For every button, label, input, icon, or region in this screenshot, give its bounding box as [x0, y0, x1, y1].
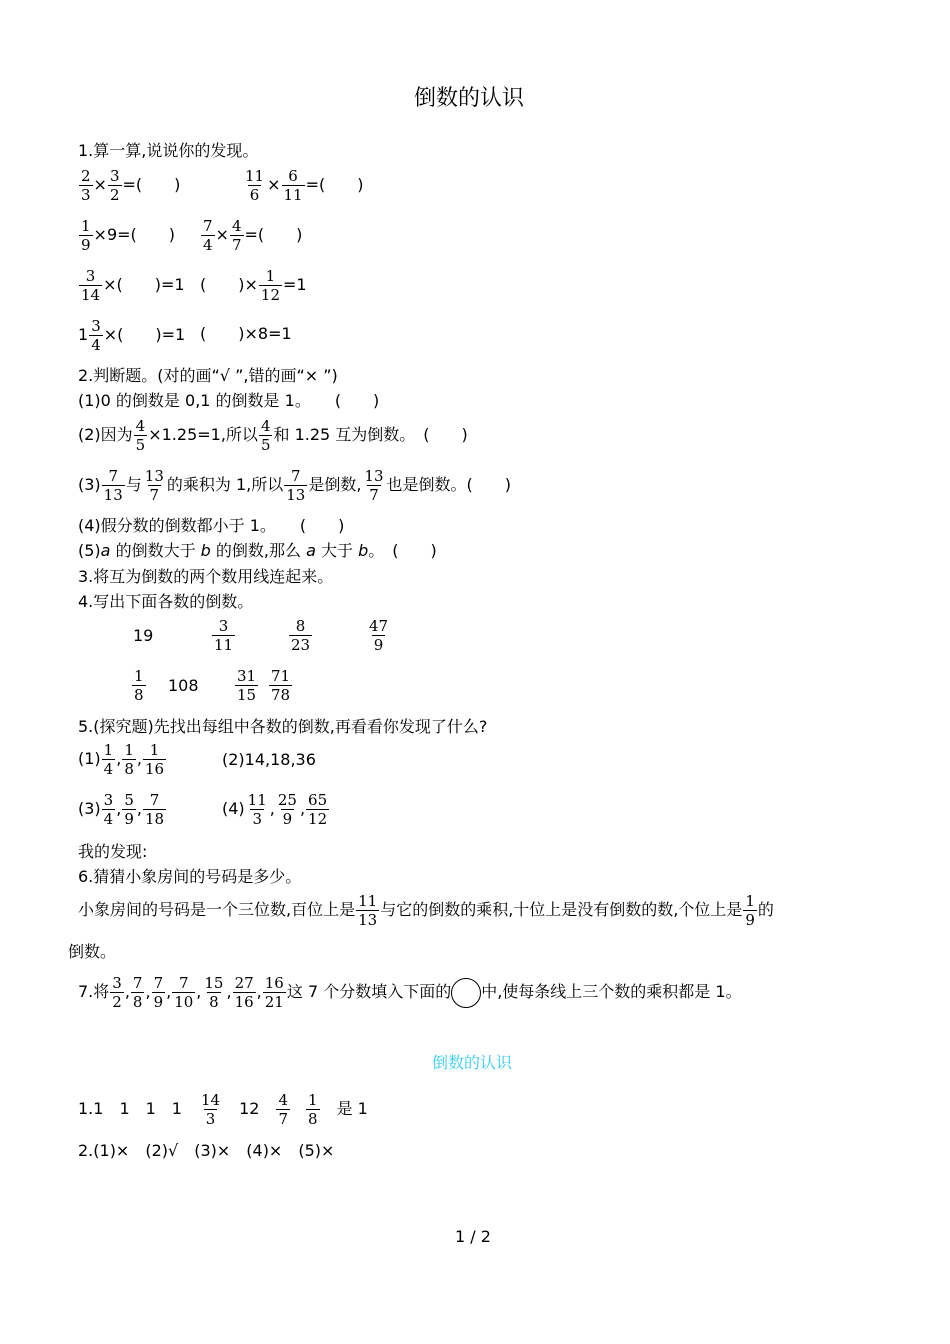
fraction: $\frac{3}{2}$ — [112, 974, 122, 1011]
fraction: $\frac{1}{9}$ — [81, 217, 91, 254]
fraction: $\frac{3}{4}$ — [91, 317, 101, 354]
q1-row2a: $\frac{1}{9}$ ×9=( ) — [81, 217, 176, 254]
q4-num: 19 — [133, 626, 154, 645]
fraction: $\frac{27}{16}$ — [234, 974, 254, 1011]
fraction: $\frac{7}{8}$ — [132, 974, 143, 1011]
fraction: $\frac{3}{14}$ — [81, 267, 101, 304]
fraction: $\frac{13}{7}$ — [144, 467, 164, 504]
q3-heading: 3.将互为倒数的两个数用线连起来。 — [78, 567, 334, 586]
q2-item4: (4)假分数的倒数都小于 1。 ( ) — [78, 516, 345, 535]
fraction: $\frac{7}{13}$ — [286, 467, 306, 504]
q1-heading: 1.算一算,说说你的发现。 — [78, 141, 259, 160]
blank: =( ) — [122, 175, 181, 194]
q2-heading: 2.判断题。(对的画“√ ”,错的画“× ”) — [78, 366, 338, 385]
q1-row3a: $\frac{3}{14}$ ×( )=1 — [81, 267, 185, 304]
circle-shape — [451, 978, 481, 1008]
q2-item3: (3) $\frac{7}{13}$ 与 $\frac{13}{7}$ 的乘积为 1,所以 $\frac{7}{13}$ 是倒数, $\frac{13}{7}$ 也是倒数。( ) — [78, 467, 512, 504]
fraction: $\frac{13}{7}$ — [364, 467, 384, 504]
fraction: $\frac{7}{4}$ — [203, 217, 213, 254]
q1-row4a: 1 $\frac{3}{4}$ ×( )=1 — [78, 317, 186, 354]
page-title: 倒数的认识 — [414, 86, 525, 111]
fraction: $\frac{7}{9}$ — [153, 974, 164, 1011]
q1-row2b: $\frac{7}{4}$ × $\frac{4}{7}$ =( ) — [203, 217, 303, 254]
fraction: $\frac{4}{7}$ — [231, 217, 242, 254]
page-number: 1 / 2 — [455, 1227, 491, 1246]
fraction: $\frac{3}{2}$ — [109, 167, 120, 204]
fraction: $\frac{7}{10}$ — [174, 974, 194, 1011]
q6-heading: 6.猜猜小象房间的号码是多少。 — [78, 867, 302, 886]
answer-line1: 1.1 1 1 1 $\frac{14}{3}$ 12 $\frac{4}{7}$ $\frac{1}{8}$ 是 1 — [78, 1091, 368, 1128]
q6-paragraph: 小象房间的号码是一个三位数,百位上是 $\frac{11}{13}$ 与它的倒数的乘积,十位上是没有倒数的数,个位上是 $\frac{1}{9}$ 的 — [78, 892, 774, 929]
q1-row3b: ( )× $\frac{1}{12}$ =1 — [200, 267, 307, 304]
q1-row1b: $\frac{11}{6}$ × $\frac{6}{11}$ =( ) — [245, 167, 364, 204]
q5-finding: 我的发现: — [78, 842, 148, 861]
q4-num: 108 — [168, 676, 199, 695]
fraction: $\frac{4}{5}$ — [260, 417, 271, 454]
q4-frac: $\frac{31}{15}$ — [237, 667, 257, 704]
answer-line2: 2.(1)× (2)√ (3)× (4)× (5)× — [78, 1141, 335, 1160]
q6-paragraph-end: 倒数。 — [68, 942, 117, 961]
fraction: $\frac{16}{21}$ — [264, 974, 284, 1011]
q2-item5: (5)a 的倒数大于 b 的倒数,那么 a 大于 b。 ( ) — [78, 541, 437, 560]
fraction: $\frac{11}{6}$ — [245, 167, 265, 204]
q4-frac: $\frac{3}{11}$ — [214, 617, 234, 654]
answer-title: 倒数的认识 — [432, 1053, 513, 1072]
fraction: $\frac{2}{3}$ — [81, 167, 91, 204]
fraction: $\frac{15}{8}$ — [204, 974, 224, 1011]
q4-frac: $\frac{47}{9}$ — [369, 617, 389, 654]
blank: =( ) — [305, 175, 364, 194]
q4-heading: 4.写出下面各数的倒数。 — [78, 592, 254, 611]
fraction: $\frac{4}{5}$ — [135, 417, 146, 454]
q7-line: 7.将 $\frac{3}{2}$ , $\frac{7}{8}$ , $\frac{7}{9}$ , $\frac{7}{10}$ , $\frac{15}{8}$ , $\frac{27}{16}$ , $\frac{16}{21}$ 这 7 个分数填入下面的 中,使每条线上三个数的乘积都是 1。 — [78, 974, 742, 1011]
q1-row1a: $\frac{2}{3}$ × $\frac{3}{2}$ =( ) — [81, 167, 181, 204]
q5-group1: (1) $\frac{1}{4}$ , $\frac{1}{8}$ , $\frac{1}{16}$ — [78, 741, 165, 778]
q4-frac: $\frac{8}{23}$ — [291, 617, 311, 654]
fraction: $\frac{6}{11}$ — [283, 167, 303, 204]
q5-heading: 5.(探究题)先找出每组中各数的倒数,再看看你发现了什么? — [78, 717, 488, 736]
fraction: $\frac{1}{12}$ — [260, 267, 280, 304]
q4-frac: $\frac{71}{78}$ — [271, 667, 291, 704]
q2-item1: (1)0 的倒数是 0,1 的倒数是 1。 ( ) — [78, 391, 380, 410]
fraction: $\frac{7}{13}$ — [103, 467, 123, 504]
q5-group3: (3) $\frac{3}{4}$ , $\frac{5}{9}$ , $\frac{7}{18}$ — [78, 791, 165, 828]
q4-frac: $\frac{1}{8}$ — [134, 667, 144, 704]
q2-item2: (2)因为 $\frac{4}{5}$ ×1.25=1,所以 $\frac{4}{5}$ 和 1.25 互为倒数。 ( ) — [78, 417, 468, 454]
q5-group4: (4) $\frac{11}{3}$ , $\frac{25}{9}$ , $\frac{65}{12}$ — [222, 791, 328, 828]
q1-row4b: ( )×8=1 — [200, 324, 292, 343]
q5-group2: (2)14,18,36 — [222, 750, 316, 769]
